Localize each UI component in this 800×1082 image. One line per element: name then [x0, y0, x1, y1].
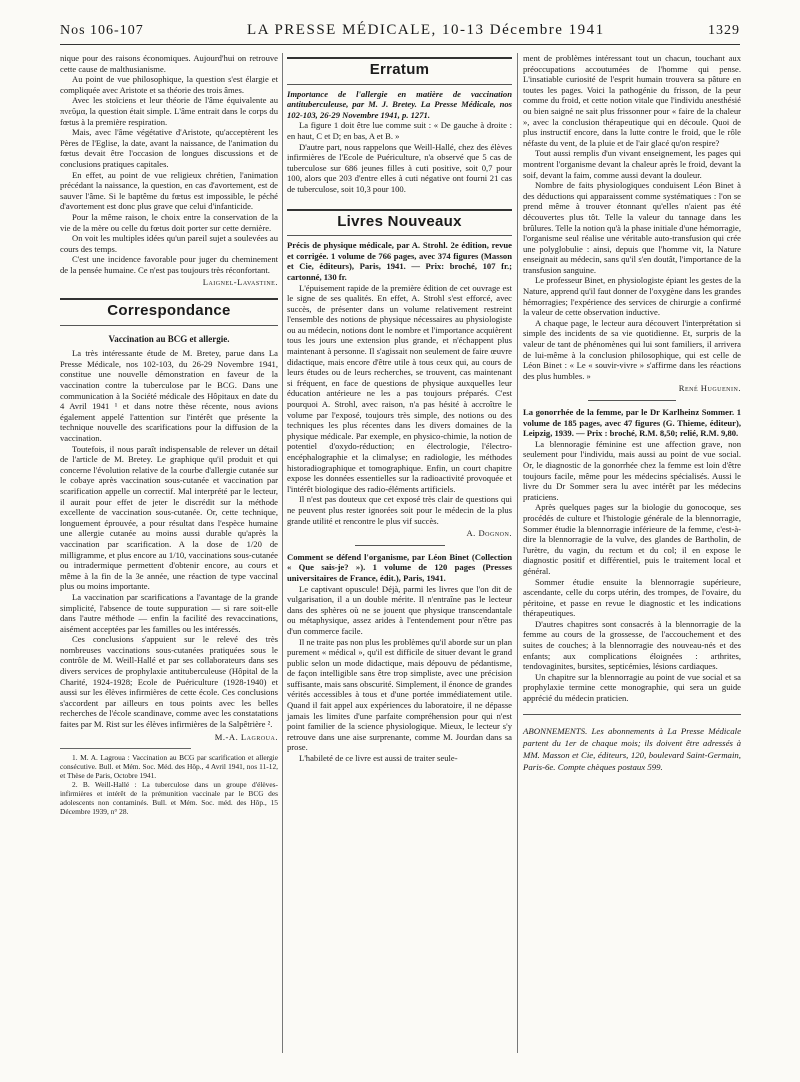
author-signature: Laignel-Lavastine. [202, 277, 278, 288]
subscription-notice: ABONNEMENTS. Les abonnements à La Presse Médicale partent du 1er de chaque mois; ils doivent être adressés à MM. Masson et Cie, éditeurs, 120, boulevard Saint-Germain, Paris-6e. Compte chèques postaux 599. [523, 725, 741, 772]
article-subtitle: Vaccination au BCG et allergie. [108, 333, 230, 344]
section-rule [60, 298, 278, 300]
paragraph: Nombre de faits physiologiques conduisent Léon Binet à des déductions qui apparaissent comme systématiques : l'on se prend même à trouver étonnant qu'elles n'aient pas été découvertes plus tôt. Telle la valeur du tannage dans les brûlures. Telle la notion qu'à la phase initiale d'une hémorragie, l'organisme seul réalise une véritable auto-transfusion qui crée une polyglobulie : ainsi, depuis que l'homme vit, la Nature enseignait au médecin, sans qu'il s'en doutât, l'importance de la transfusion sanguine. [523, 180, 741, 275]
paragraph: Sommer étudie ensuite la blennorragie supérieure, ascendante, celle du corps utérin, des trompes, de l'ovaire, du péritoine, et passe en revue le diagnostic et les indications thérapeutiques. [523, 576, 741, 619]
paragraph: L'habileté de ce livre est aussi de traiter seule- [299, 753, 458, 764]
issue-number: Nos 106-107 [60, 23, 144, 38]
footnote-rule [60, 748, 191, 749]
paragraph: Mais, avec l'âme végétative d'Aristote, qu'acceptèrent les Pères de l'Eglise, la date, avant la naissance, de l'animation du fœtus devait être l'occasion de longues discussions et de conclusions pratiques capitales. [60, 127, 278, 169]
section-rule [287, 84, 512, 85]
section-rule [287, 235, 512, 236]
book-title: Précis de physique médicale, par A. Strohl. 2e édition, revue et corrigée. 1 volume de 766 pages, avec 374 figures (Masson et Cie, éditeurs), Paris, 1941. — Prix: broché, 107 fr.; cartonné, 130 fr. [287, 240, 512, 282]
paragraph: Ces conclusions s'appuient sur le relevé des très nombreuses vaccinations sous-cutanées pratiquées sous le contrôle de M. Weill-Hallé et par ses collaborateurs dans ses divers services de prophylaxie antituberculeuse (Hôpital de la Charité, 1924-1928; Ecole de Puériculture (1928-1940) et aussi sur les élèves infirmières de cette école. Ces conclusions s'accordent par ailleurs en tous points avec les belles recherches de l'école scandinave, comme avec les constatations faites par M. Rist sur les élèves infirmières de la Salpêtrière ². [60, 634, 278, 730]
erratum-reference: Importance de l'allergie en matière de vaccination antituberculeuse, par M. J. Bretey. La Presse Médicale, nos 102-103, 26-29 Novembre 1941, p. 1271. [287, 88, 512, 120]
paragraph: Après quelques pages sur la biologie du gonocoque, ses procédés de culture et l'histologie générale de la blennorragie, Sommer étudie la blennorragie inférieure de la femme, c'est-à-dire la blennorragie de la vulve, des glandes de Bartholin, de l'urètre, du vagin, du rectum et du col; il en expose le diagnostic positif et différentiel, puis le traitement local et général. [523, 502, 741, 576]
column-middle [287, 53, 512, 1063]
section-heading-livres: Livres Nouveaux [337, 212, 462, 230]
section-heading-erratum: Erratum [369, 61, 430, 78]
author-signature: M.-A. Lagroua. [214, 731, 278, 742]
running-header [60, 22, 740, 42]
paragraph: D'autres chapitres sont consacrés à la blennorragie de la femme au cours de la grossesse, de l'accouchement et des suites de couches; à la blennorragie des nouveau-nés et des enfants; aux complications éloignées : arthrites, tendovaginites, bursites, septicémies, lésions cardiaques. [523, 618, 741, 672]
paragraph: La vaccination par scarifications a l'avantage de la grande simplicité, l'absence de toute suppuration — si rare soit-elle dans l'autre méthode — enfin la facilité des revaccinations, aisément acceptées par les familles ou les intéressés. [60, 591, 278, 634]
column-divider-1 [282, 53, 283, 1053]
paragraph: ment de problèmes intéressant tout un chacun, touchant aux préoccupations accoutumées de l'homme qui pense. L'insatiable curiosité de l'esprit humain trouvera sa pâture en toutes les pages. Voici la pathogénie du frisson, de la peur comme du froid, et cette notion vitale que l'individu anesthésié ou bien saigné ne sait plus frissonner pour « faire de la chaleur », avec la conclusion thérapeutique qui en découle. Quoi de plus instructif encore, dans la lutte contre le froid, que le rôle néfaste du vent, de la pluie et de l'air glacé qu'on respire? [523, 53, 741, 148]
header-rule [60, 44, 740, 45]
section-rule [287, 209, 512, 211]
section-heading-correspondance: Correspondance [107, 302, 231, 320]
paragraph: L'épuisement rapide de la première édition de cet ouvrage est le signe de ses qualités. En effet, A. Strohl s'est efforcé, avec succès, de présenter dans un volume relativement restreint l'ensemble des notions de physique nécessaires au physiologiste ou au médecin, notions dont le nombre et l'importance acquièrent tous les jours une extension plus grande, et n'échappent plus maintenant à personne. Il s'agissait non seulement de faire œuvre didactique, mais encore d'être utile à tous ceux qui, au cours de leurs études ou de leurs recherches, se trouvent, cas maintenant si fréquent, en face de questions de physique auxquelles leur éducation antérieure ne les a pas toujours préparés. C'est pourquoi A. Strohl, avec raison, n'a pas hésité à accroître le volume par l'exposé, toujours très simple, des notions ou des techniques les plus récentes dans les divers domaines de la physique médicale. Par exemple, en physico-chimie, la notion de potentiel d'oxydo-réduction; en électrologie, l'électro-encéphalographie et la climalyse; en radiologie, les méthodes historadiographique et tomographique. Enfin, un court chapitre expose les données essentielles sur la radioactivité provoquée et l'intérêt biologique des radio-éléments artificiels. [287, 282, 512, 494]
journal-title: LA PRESSE MÉDICALE, 10-13 Décembre 1941 [247, 22, 605, 38]
separator [355, 545, 445, 546]
paragraph: Au point de vue philosophique, la question s'est élargie et compliquée avec Aristote et sa théorie des trois âmes. [60, 74, 278, 95]
paragraph: Un chapitre sur la blennorragie au point de vue social et sa prophylaxie termine cette monographie, qui sera un guide apprécié du médecin praticien. [523, 671, 741, 704]
paragraph: On voit les multiples idées qu'un pareil sujet a soulevées au cours des temps. [60, 233, 278, 254]
page-number: 1329 [708, 23, 740, 38]
paragraph: Il ne traite pas non plus les problèmes qu'il aborde sur un plan purement « médical », qu'il est difficile de situer devant le grand public selon un mode didactique, mais dépouvu de pédantisme, de façon intelligible sans être trop simpliste, avec une précision suffisante, mais sans obscurité. Simplement, il énonce de grandes vérités accessibles à tous et d'une portée immédiatement utile. Quand il fait appel aux expériences du laboratoire, il ne dépasse jamais les limites d'une parfaite compréhension pour qui n'est point familier de la science physiologique. Mieux, le lecteur s'y retrouve dans une aise surprenante, comme M. Jourdan dans sa prose. [287, 636, 513, 753]
author-signature: A. Dognon. [466, 528, 512, 539]
book-title: La gonorrhée de la femme, par le Dr Karlheinz Sommer. 1 volume de 185 pages, avec 47 figures (G. Thieme, éditeur), Leipzig, 1939. — Prix : broché, R.M. 8,50; relié, R.M. 9,80. [523, 407, 741, 439]
paragraph: Il n'est pas douteux que cet exposé très clair de questions qui ne peuvent plus rester ignorées soit pour le médecin de la plus grande utilité et rencontre le plus vif succès. [287, 494, 512, 526]
paragraph: Toutefois, il nous paraît indispensable de relever un détail de l'article de M. Bretey. Le graphique qu'il produit et qui concerne l'évolution relative de la courbe d'allergie cutanée sur le cobaye après vaccination sous-cutanée et vaccination par scarification appelle un correctif. Mal interprété par le lecteur, il aurait pour effet de jeter le discrédit sur la méthode excellente de vaccination sous-cutanée. Or, cette technique, longuement éprouvée, a pour résultat dans l'espèce humaine une allergie cutanée au moins aussi durable qu'après la vaccination par scarification. A la dose de 1/20 de milligramme, et plus encore au 1/10, vaccinations sous-cutanée ou intradermique permettent d'obtenir encore, au cours et même à la fin de la 3e année, une réaction de type vaccinal plus ou moins importante. [60, 443, 278, 592]
paragraph: nique pour des raisons économiques. Aujourd'hui on retrouve cette cause de malthusianisme. [60, 53, 278, 74]
paragraph: La très intéressante étude de M. Bretey, parue dans La Presse Médicale, nos 102-103, du 26-29 Novembre 1941, constitue une nouvelle démonstration en faveur de la vaccination contre la tuberculose par le BCG. Dans une communication à la Société médicale des Hôpitaux en date du 4 Avril 1941 ¹ et dans notre thèse récente, nous avions également appelé l'attention sur l'intérêt que présente la technique nouvelle des scarifications pour la diffusion de la vaccination. [60, 348, 278, 443]
paragraph: Tout aussi remplis d'un vivant enseignement, les pages qui montrent l'organisme devant la chaleur après le froid, devant la soif, devant la faim, comme aussi devant la douleur. [523, 148, 741, 180]
paragraph: Le captivant opuscule! Déjà, parmi les livres que l'on dit de vulgarisation, il a un double mérite. Il n'entraîne pas le lecteur dans des sphères où ne se jouent que physique transcendantale ou métaphysique, assez arides à l'entendement pour n'être pas d'un commerce facile. [287, 583, 512, 636]
section-rule [287, 57, 512, 59]
section-rule [60, 325, 278, 326]
paragraph: Avec les stoïciens et leur théorie de l'âme équivalente au πνεῦμα, la question était simple. L'âme entrait dans le corps du fœtus à la première respiration. [60, 95, 278, 127]
book-title: Comment se défend l'organisme, par Léon Binet (Collection « Que sais-je? »). 1 volume de 120 pages (Presses universitaires de France, édit.), Paris, 1941. [287, 551, 512, 583]
column-left [60, 53, 278, 1063]
paragraph: D'autre part, nous rappelons que Weill-Hallé, chez des élèves infirmières de l'Ecole de Puériculture, n'a observé que 5 cas de tuberculose sur 686 jeunes filles à cuti positive, soit 0,7 pour 100, alors que 203 d'entre elles à cuti négative ont fourni 21 cas de tuberculose, soit 10,3 pour 100. [287, 141, 512, 194]
footnote: 2. B. Weill-Hallé : La tuberculose dans un groupe d'élèves-infirmières et intérêt de la prémunition vaccinale par le BCG des adolescents non contaminés. Bull. et Mém. Soc. méd. des Hôp., 15 Décembre 1939, n° 28. [60, 780, 278, 817]
footnote: 1. M. A. Lagroua : Vaccination au BCG par scarification et allergie consécutive. Bull. et Mém. Soc. Méd. des Hôp., 4 Avril 1941, nos 11-12, et Thèse de Paris, Octobre 1941. [60, 753, 278, 781]
paragraph: C'est une incidence favorable pour juger du cheminement de la pensée humaine. Ce n'est pas toujours très réconfortant. [60, 254, 278, 275]
paragraph: La blennoragie féminine est une affection grave, non seulement pour l'individu, mais aussi au point de vue social. Or, le diagnostic de la gonorrhée chez la femme est loin d'être toujours facile, même pour les médecins spécialisés. Aussi le livre du Dr Sommer sera lu avec intérêt par les médecins praticiens. [523, 438, 741, 502]
paragraph: Pour la même raison, le choix entre la conservation de la vie de la mère ou celle du fœtus doit porter sur cette dernière. [60, 211, 278, 233]
paragraph: La figure 1 doit être lue comme suit : « De gauche à droite : en haut, C et D; en bas, A et B. » [287, 120, 512, 141]
paragraph: A chaque page, le lecteur aura découvert l'interprétation si simple des incidents de sa vie quotidienne. Et, surpris de la valeur de tant de phénomènes qui lui sont familiers, il arrivera de lui-même à la conclusion philosophique, qui est celle de Léon Binet : « Le « souvir-vivre » s'affirme dans les réactions des plus humbles. » [523, 317, 741, 381]
paragraph: Le professeur Binet, en physiologiste épiant les gestes de la Nature, apprend qu'il faut donner de l'oxygène dans les grandes hémorragies; l'expérience des services de chirurgie a confirmé la valeur de cette observation inductive. [523, 275, 741, 318]
paragraph: En effet, au point de vue religieux chrétien, l'animation précédant la naissance, la question, en cas d'avortement, est de sauver l'âme. Si le baptême du fœtus est impossible, le péché d'avortement est donc plus grave que celui d'infanticide. [60, 169, 278, 212]
column-divider-2 [517, 53, 518, 1053]
column-right [523, 53, 741, 1063]
author-signature: René Huguenin. [678, 383, 741, 394]
separator [588, 400, 675, 401]
separator [523, 714, 741, 715]
